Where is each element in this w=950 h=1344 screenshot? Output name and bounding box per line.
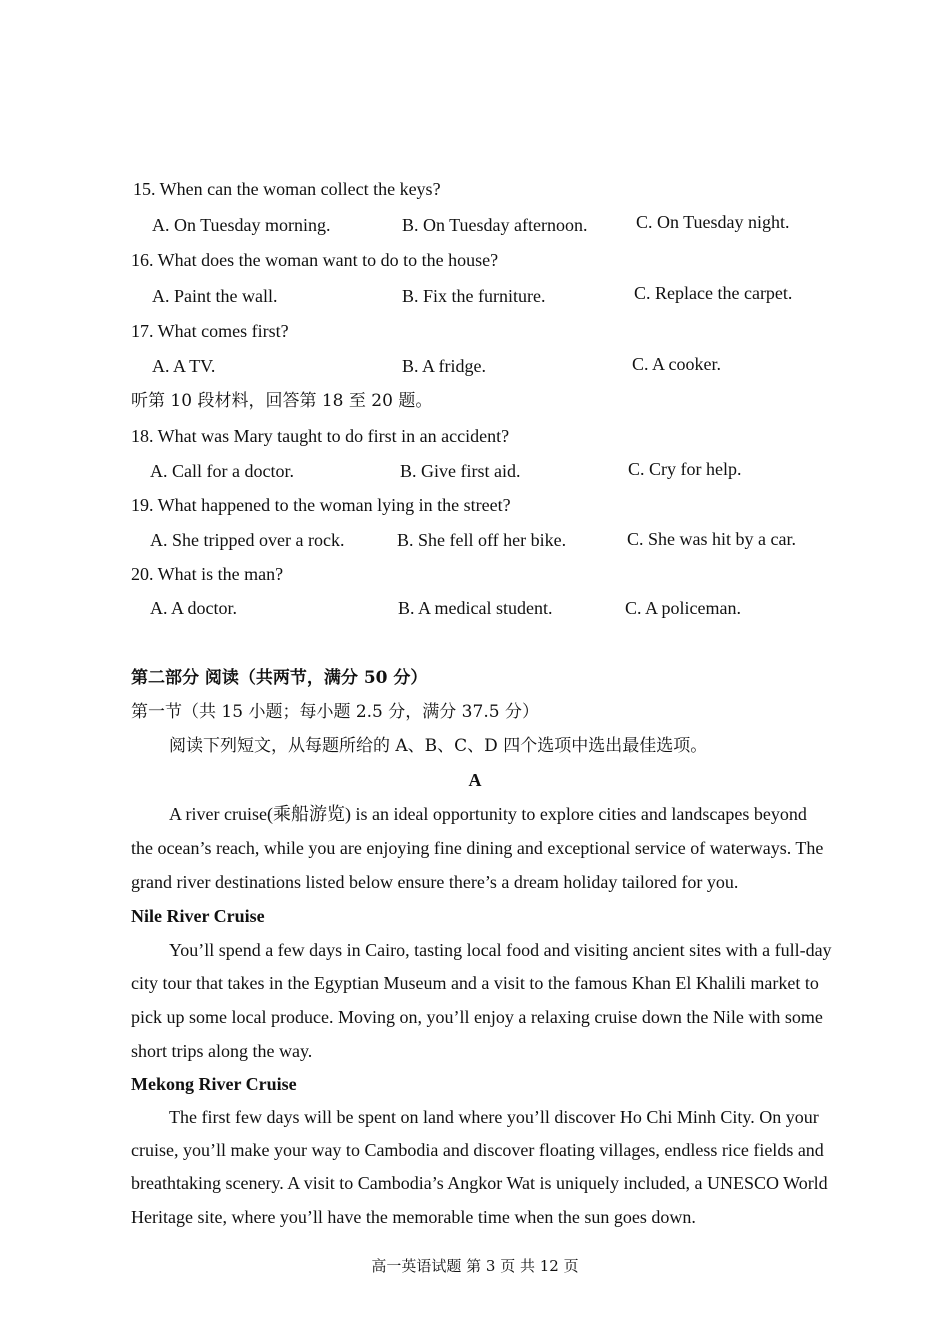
nile-heading: Nile River Cruise — [131, 906, 265, 926]
question-20-option-c[interactable]: C. A policeman. — [625, 598, 741, 618]
question-19-option-b[interactable]: B. She fell off her bike. — [397, 530, 567, 550]
question-19-option-a[interactable]: A. She tripped over a rock. — [150, 530, 345, 550]
question-16-option-b[interactable]: B. Fix the furniture. — [402, 286, 546, 306]
question-18-option-a[interactable]: A. Call for a doctor. — [150, 461, 294, 481]
question-18-stem: 18. What was Mary taught to do first in an accident? — [131, 426, 510, 446]
question-20-option-a[interactable]: A. A doctor. — [150, 598, 238, 618]
passage-label: A — [468, 770, 482, 790]
question-18-option-c[interactable]: C. Cry for help. — [628, 459, 742, 479]
question-16-stem: 16. What does the woman want to do to the house? — [131, 250, 499, 270]
question-17-option-b[interactable]: B. A fridge. — [402, 356, 486, 376]
page-footer: 高一英语试题 第 3 页 共 12 页 — [371, 1257, 579, 1275]
nile-line-3: pick up some local produce. Moving on, you’ll enjoy a relaxing cruise down the Nile with some — [131, 1007, 823, 1027]
reading-section-title: 第一节（共 15 小题；每小题 2.5 分，满分 37.5 分） — [131, 702, 539, 722]
question-16-option-c[interactable]: C. Replace the carpet. — [634, 283, 793, 303]
reading-part-title: 第二部分 阅读（共两节，满分 50 分） — [131, 668, 428, 688]
question-17-option-c[interactable]: C. A cooker. — [632, 354, 721, 374]
mekong-line-1: The first few days will be spent on land where you’ll discover Ho Chi Minh City. On your — [169, 1107, 819, 1127]
nile-line-2: city tour that takes in the Egyptian Museum and a visit to the famous Khan El Khalili market to — [131, 973, 819, 993]
mekong-line-4: Heritage site, where you’ll have the memorable time when the sun goes down. — [131, 1207, 696, 1227]
section-10-instruction: 听第 10 段材料，回答第 18 至 20 题。 — [131, 391, 433, 411]
question-17-option-a[interactable]: A. A TV. — [152, 356, 216, 376]
question-15-option-c[interactable]: C. On Tuesday night. — [636, 212, 790, 232]
intro-line-1: A river cruise(乘船游览) is an ideal opportunity to explore cities and landscapes beyond — [169, 804, 807, 824]
reading-instruction: 阅读下列短文，从每题所给的 A、B、C、D 四个选项中选出最佳选项。 — [169, 736, 708, 756]
question-15-option-a[interactable]: A. On Tuesday morning. — [152, 215, 331, 235]
nile-line-4: short trips along the way. — [131, 1041, 313, 1061]
mekong-heading: Mekong River Cruise — [131, 1074, 297, 1094]
question-17-stem: 17. What comes first? — [131, 321, 289, 341]
question-19-stem: 19. What happened to the woman lying in the street? — [131, 495, 511, 515]
question-16-option-a[interactable]: A. Paint the wall. — [152, 286, 278, 306]
question-18-option-b[interactable]: B. Give first aid. — [400, 461, 521, 481]
question-20-stem: 20. What is the man? — [131, 564, 284, 584]
mekong-line-2: cruise, you’ll make your way to Cambodia and discover floating villages, endless rice fields and — [131, 1140, 824, 1160]
question-20-option-b[interactable]: B. A medical student. — [398, 598, 553, 618]
question-15-option-b[interactable]: B. On Tuesday afternoon. — [402, 215, 588, 235]
question-19-option-c[interactable]: C. She was hit by a car. — [627, 529, 796, 549]
intro-line-3: grand river destinations listed below ensure there’s a dream holiday tailored for you. — [131, 872, 739, 892]
nile-line-1: You’ll spend a few days in Cairo, tasting local food and visiting ancient sites with a full-day — [169, 940, 832, 960]
intro-line-2: the ocean’s reach, while you are enjoying fine dining and exceptional service of waterways. The — [131, 838, 824, 858]
mekong-line-3: breathtaking scenery. A visit to Cambodia’s Angkor Wat is uniquely included, a UNESCO World — [131, 1173, 828, 1193]
question-15-stem: 15. When can the woman collect the keys? — [133, 179, 441, 199]
